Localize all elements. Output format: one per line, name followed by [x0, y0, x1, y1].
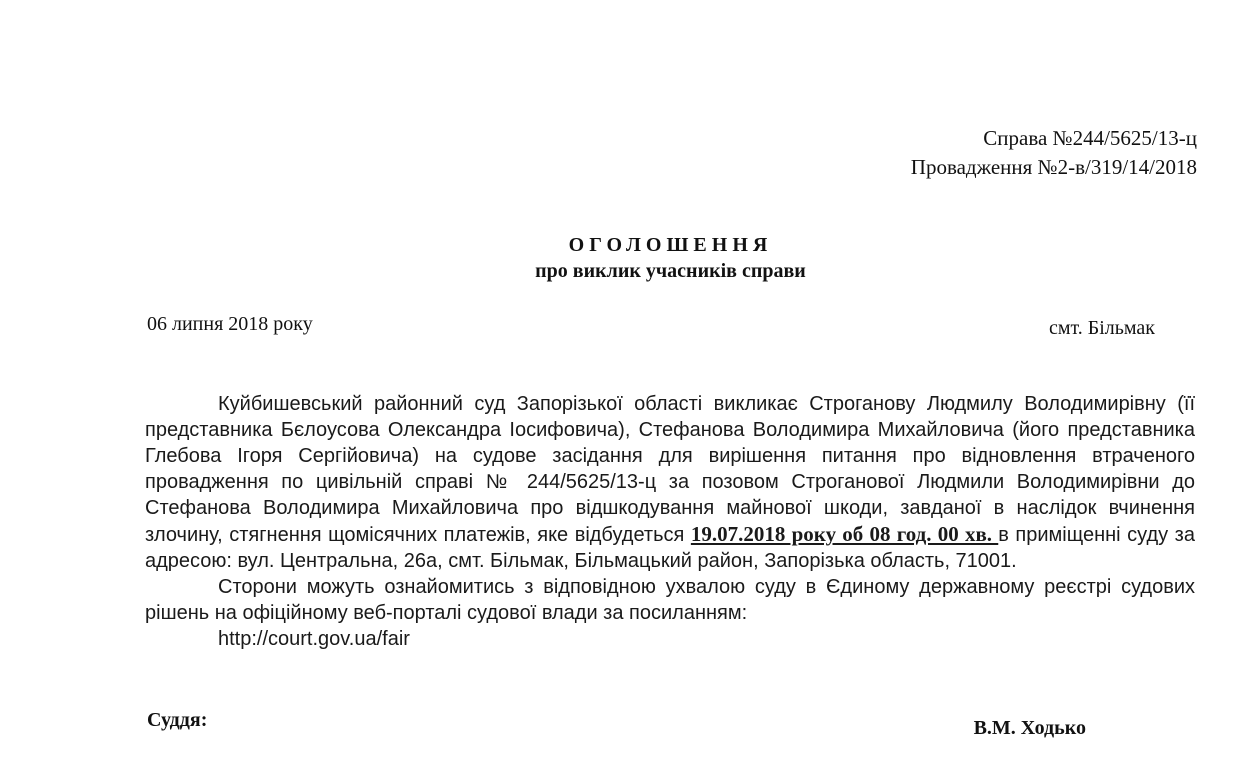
- announcement-body: [145, 391, 1195, 652]
- registry-link[interactable]: http://court.gov.ua/fair: [218, 628, 410, 650]
- summons-paragraph: [145, 391, 1195, 574]
- judge-name: В.М. Ходько: [973, 717, 1086, 739]
- judge-label: Суддя:: [147, 709, 208, 731]
- case-number: Справа №244/5625/13-ц: [983, 126, 1197, 150]
- document-place: смт. Більмак: [1048, 317, 1155, 339]
- document-date: 06 липня 2018 року: [147, 313, 313, 335]
- document-title: ОГОЛОШЕННЯ: [568, 234, 773, 256]
- case-reference-block: [911, 124, 1197, 182]
- summons-text-part1: Куйбишевський районний суд Запорізької області викликає Строганову Людмилу Володимирівну (її представника Бєлоусова Олександра Іосифовича), Стефанова Володимира Михайловича (його представника Глебова Ігоря Сергійовича) на судове засідання для вирішення питання про відновлення втраченого провадження по цивільній справі № 244/5625/13-ц за позовом Строганової Людмили Володимирівни до Стефанова Володимира Михайловича про відшкодування майнової шкоди, завданої в наслідок вчинення злочину, стягнення щомісячних платежів, яке відбудеться: [145, 393, 1195, 546]
- document-subtitle: про виклик учасників справи: [535, 260, 806, 282]
- registry-paragraph: Сторони можуть ознайомитись з відповідною ухвалою суду в Єдиному державному реєстрі судових рішень на офіційному веб-порталі судової влади за посиланням:: [145, 576, 1195, 624]
- hearing-datetime: 19.07.2018 року об 08 год. 00 хв.: [690, 522, 999, 546]
- summons-text-part2: в приміщенні суду за адресою: вул. Центральна, 26а, смт. Більмак, Більмацький район, Запорізька область, 71001.: [145, 524, 1195, 572]
- proceeding-number: Провадження №2-в/319/14/2018: [910, 155, 1197, 179]
